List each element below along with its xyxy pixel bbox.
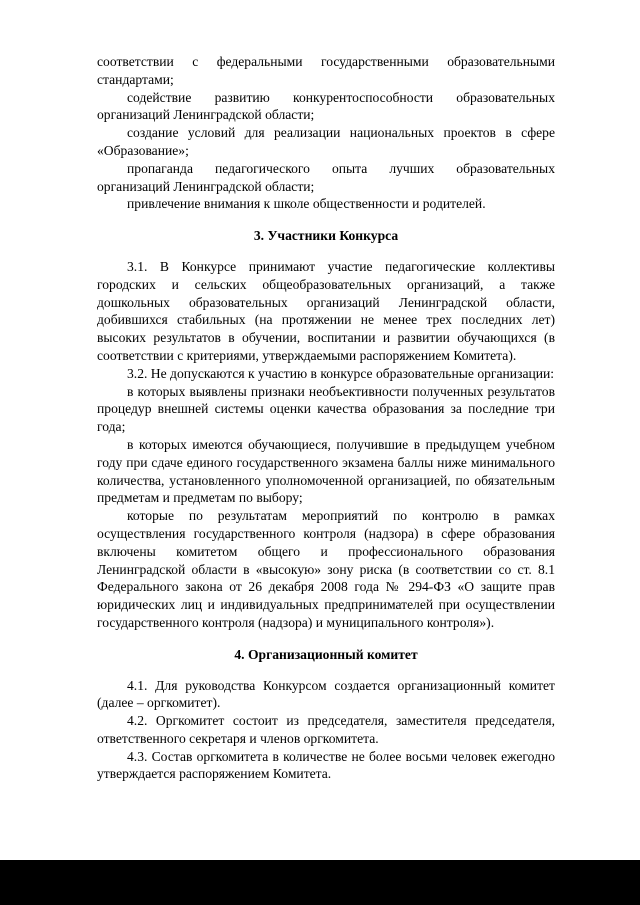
document-body: [97, 53, 555, 783]
goal-item: создание условий для реализации национальных проектов в сфере «Образование»;: [97, 125, 555, 158]
goal-item: содействие развитию конкурентоспособности образовательных организаций Ленинградской области;: [97, 89, 555, 123]
clause-4-3: 4.3. Состав оргкомитета в количестве не более восьми человек ежегодно утверждается распоряжением Комитета.: [97, 748, 555, 782]
clause-4-2: 4.2. Оргкомитет состоит из председателя, заместителя председателя, ответственного секретаря и членов оргкомитета.: [97, 713, 555, 746]
exclusion-item: в которых имеются обучающиеся, получившие в предыдущем учебном году при сдаче единого государственного экзамена баллы ниже минимального количества, установленного уполномоченной организацией, по обязательным предметам и предметам по выбору;: [97, 436, 555, 506]
goal-item: привлечение внимания к школе общественности и родителей.: [127, 196, 486, 212]
clause-3-2: 3.2. Не допускаются к участию в конкурсе образовательные организации:: [127, 365, 555, 381]
scan-bottom-border: [0, 860, 640, 905]
clause-3-1: 3.1. В Конкурсе принимают участие педагогические коллективы городских и сельских общеобразовательных организаций, а также дошкольных образовательных организаций Ленинградской области, добившихся стабильных (на протяжении не менее трех последних лет) высоких результатов в обучении, воспитании и развитии обучающихся (в соответствии с критериями, утверждаемыми распоряжением Комитета).: [97, 258, 555, 363]
continuation-paragraph: соответствии с федеральными государственными образовательными стандартами;: [97, 54, 555, 87]
section-3-heading: 3. Участники Конкурса: [253, 228, 399, 244]
exclusion-item: в которых выявлены признаки необъективности полученных результатов процедур внешней системы оценки качества образования за последние три года;: [97, 383, 555, 435]
section-4-heading: 4. Организационный комитет: [234, 646, 418, 662]
clause-4-1: 4.1. Для руководства Конкурсом создается организационный комитет (далее – оргкомитет).: [97, 677, 555, 711]
exclusion-item: которые по результатам мероприятий по контролю в рамках осуществления государственного контроля (надзора) в сфере образования включены комитетом общего и профессионального образования Ленинградской области в «высокую» зону риска (в соответствии со ст. 8.1 Федерального закона от 26 декабря 2008 года № 294-ФЗ «О защите прав юридических лиц и индивидуальных предпринимателей при осуществлении государственного контроля (надзора) и муниципального контроля»).: [97, 508, 555, 630]
goal-item: пропаганда педагогического опыта лучших образовательных организаций Ленинградской области;: [97, 160, 555, 194]
